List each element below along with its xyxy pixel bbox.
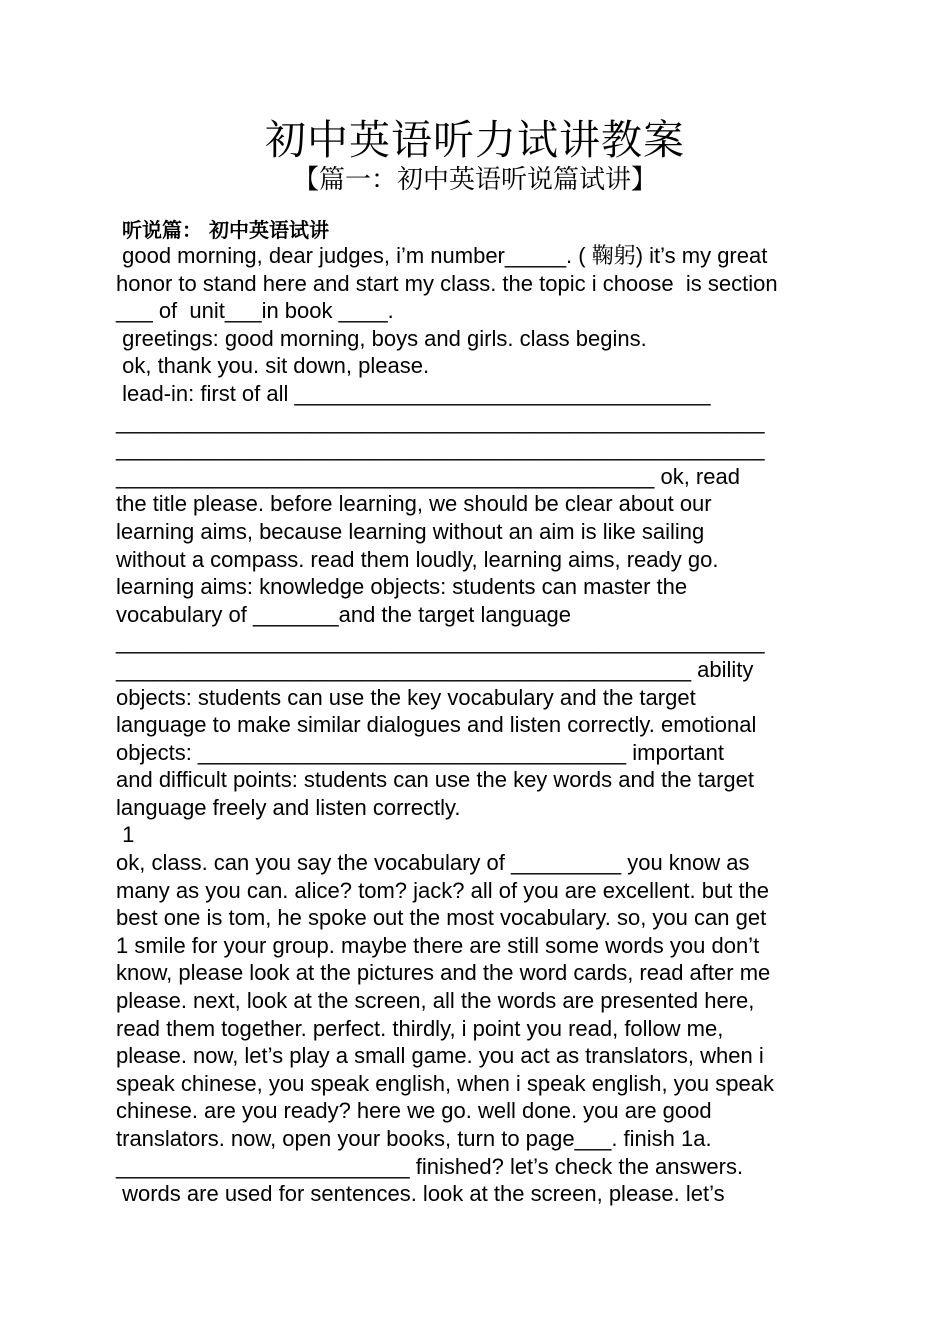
body-line: language freely and listen correctly.: [116, 794, 461, 820]
body-line: ok, class. can you say the vocabulary of _________ you know as: [116, 850, 750, 876]
body-line: learning aims, because learning without an aim is like sailing: [116, 518, 705, 544]
document-subtitle: 【篇一：初中英语听说篇试讲】: [292, 165, 657, 195]
body-line: _____________________________________________________: [116, 408, 765, 434]
body-line: ok, thank you. sit down, please.: [116, 353, 430, 379]
body-line: words are used for sentences. look at the screen, please. let’s: [116, 1181, 725, 1207]
body-line: ________________________ finished? let’s check the answers.: [116, 1153, 744, 1179]
body-line: ____________________________________________ ok, read: [116, 463, 740, 489]
body-line: _______________________________________________ ability: [116, 656, 754, 682]
body-line: many as you can. alice? tom? jack? all of you are excellent. but the: [116, 877, 770, 903]
body-line: 1 smile for your group. maybe there are still some words you don’t: [116, 932, 760, 958]
body-line: objects: students can use the key vocabulary and the target: [116, 684, 696, 710]
body-line: 1: [116, 822, 135, 848]
body-line: best one is tom, he spoke out the most vocabulary. so, you can get: [116, 905, 767, 931]
body-line: vocabulary of _______and the target language: [116, 601, 572, 627]
section-heading: 听说篇： 初中英语试讲: [122, 218, 329, 242]
body-line: language to make similar dialogues and listen correctly. emotional: [116, 712, 757, 738]
body-line: honor to stand here and start my class. the topic i choose is section: [116, 270, 778, 296]
body-line: objects: ___________________________________ important: [116, 739, 724, 765]
body-line: translators. now, open your books, turn to page___. finish 1a.: [116, 1126, 712, 1151]
body-line: speak chinese, you speak english, when i speak english, you speak: [116, 1070, 774, 1096]
document-title: 初中英语听力试讲教案: [265, 116, 685, 164]
body-line: _____________________________________________________: [116, 436, 765, 462]
body-line: the title please. before learning, we should be clear about our: [116, 491, 712, 517]
body-line: without a compass. read them loudly, learning aims, ready go.: [116, 546, 719, 572]
document-body: [116, 242, 846, 1208]
body-line: know, please look at the pictures and the word cards, read after me: [116, 960, 771, 986]
body-line: and difficult points: students can use the key words and the target: [116, 767, 754, 793]
body-line: good morning, dear judges, i’m number_____. ( 鞠躬) it’s my great: [116, 243, 768, 268]
body-line: please. next, look at the screen, all the words are presented here,: [116, 988, 755, 1014]
body-line: chinese. are you ready? here we go. well done. you are good: [116, 1098, 712, 1124]
body-line: _____________________________________________________: [116, 629, 765, 655]
body-line: ___ of unit___in book ____.: [116, 298, 394, 324]
body-line: learning aims: knowledge objects: students can master the: [116, 574, 688, 600]
body-line: greetings: good morning, boys and girls. class begins.: [116, 325, 647, 351]
body-line: read them together. perfect. thirdly, i point you read, follow me,: [116, 1015, 724, 1041]
body-line: please. now, let’s play a small game. you act as translators, when i: [116, 1043, 764, 1069]
body-line: lead-in: first of all __________________________________: [116, 380, 711, 406]
